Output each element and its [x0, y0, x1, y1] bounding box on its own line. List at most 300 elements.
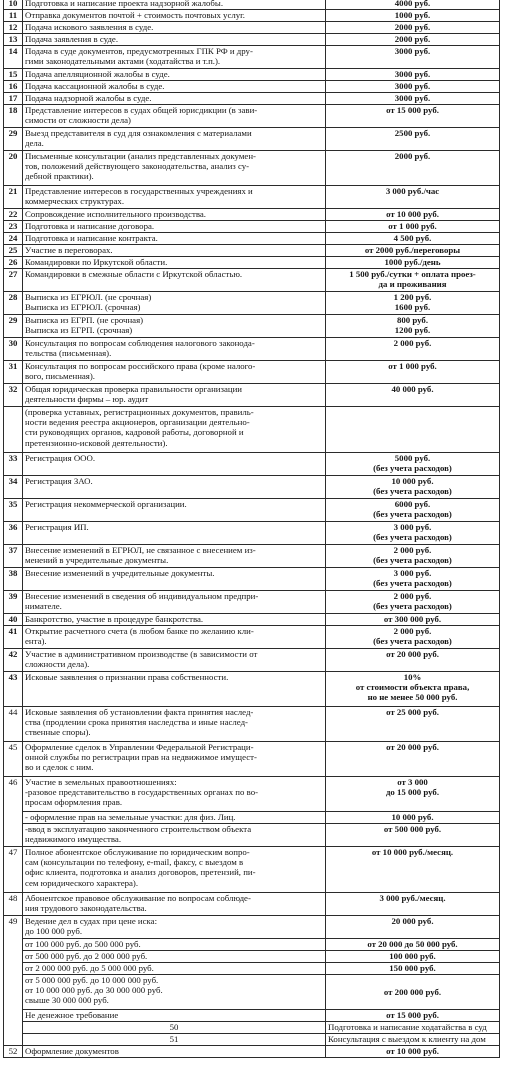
service-description — [23, 233, 326, 245]
row-number: 30 — [4, 338, 23, 361]
price-line: 2000 руб. — [394, 151, 431, 161]
service-description — [23, 69, 326, 81]
price-line: от 15 000 руб. — [386, 105, 439, 115]
description-line: вого, письменная). — [25, 371, 95, 382]
service-price — [326, 939, 500, 951]
price-line: 10 000 руб. — [391, 812, 434, 822]
service-price — [326, 186, 500, 209]
price-row — [4, 81, 500, 93]
row-number: 11 — [4, 10, 23, 22]
price-line: до 15 000 руб. — [385, 787, 440, 798]
description-line: Подача кассационной жалобы в суде. — [25, 81, 165, 91]
service-price — [326, 975, 500, 1010]
price-row — [4, 105, 500, 128]
price-row — [4, 824, 500, 847]
price-row — [4, 963, 500, 975]
row-number: 48 — [4, 893, 23, 916]
description-line: Абонентское правовое обслуживание по вопросам соблюде- — [25, 893, 251, 903]
description-line: Участие в переговорах. — [25, 245, 113, 255]
service-description — [23, 1046, 326, 1058]
price-line: (без учета расходов) — [373, 636, 452, 647]
service-price — [326, 361, 500, 384]
description-line: офис клиента, подготовка и анализ договоров, претензий, пи- — [25, 867, 256, 878]
price-row — [4, 384, 500, 407]
price-line: 3 000 руб. — [393, 568, 432, 578]
service-price — [326, 292, 500, 315]
service-description — [23, 245, 326, 257]
price-line: от 25 000 руб. — [386, 707, 439, 717]
description-line: Выписка из ЕГРЮЛ. (срочная) — [25, 302, 141, 313]
description-line: Подготовка и написание проекта надзорной жалобы. — [25, 0, 224, 8]
row-number: 16 — [4, 81, 23, 93]
description-line: Консультация по вопросам соблюдения налогового законода- — [25, 338, 255, 348]
price-row — [4, 292, 500, 315]
service-description — [23, 10, 326, 22]
price-line: от стоимости объекта права, — [355, 682, 470, 693]
row-number: 15 — [4, 69, 23, 81]
price-line: от 20 000 руб. — [386, 742, 439, 752]
price-row — [4, 407, 500, 453]
price-table — [3, 0, 500, 1058]
service-description — [23, 186, 326, 209]
description-line: Командировки по Иркутской области. — [25, 257, 168, 267]
price-line: 4 500 руб. — [393, 233, 432, 243]
price-line: от 20 000 руб. — [386, 649, 439, 659]
service-price — [326, 847, 500, 893]
price-line: 3000 руб. — [394, 81, 431, 91]
service-description — [326, 1034, 500, 1046]
service-description — [23, 812, 326, 824]
row-number: 46 — [4, 777, 23, 847]
price-line: 2 000 руб. — [393, 545, 432, 555]
service-price — [326, 963, 500, 975]
description-line: Оформление сделок в Управлении Федеральной Регистраци- — [25, 742, 254, 752]
price-row — [4, 649, 500, 672]
price-line: 3000 руб. — [394, 69, 431, 79]
description-line: до 100 000 руб. — [25, 926, 83, 937]
description-line: Выписка из ЕГРЮЛ. (не срочная) — [25, 292, 152, 302]
description-line: Подача заявления в суде. — [25, 34, 119, 44]
price-row — [4, 1022, 500, 1034]
description-line: Консультация с выездом к клиенту на дом — [328, 1034, 486, 1044]
description-line: Открытие расчетного счета (в любом банке по желанию кли- — [25, 626, 254, 636]
service-description — [23, 257, 326, 269]
row-number: 31 — [4, 361, 23, 384]
description-line: от 2 000 000 руб. до 5 000 000 руб. — [25, 963, 154, 973]
description-line: Исковые заявления об установлении факта принятия наслед- — [25, 707, 254, 717]
row-number: 21 — [4, 186, 23, 209]
description-line: Выписка из ЕГРП. (срочная) — [25, 325, 133, 336]
service-price — [326, 626, 500, 649]
service-price — [326, 453, 500, 476]
service-description — [23, 22, 326, 34]
service-price — [326, 707, 500, 742]
description-line: Регистрация некоммерческой организации. — [25, 499, 187, 509]
description-line: Подготовка и написание контракта. — [25, 233, 158, 243]
description-line: Консультация по вопросам российского права (кроме налого- — [25, 361, 256, 371]
service-price — [326, 1010, 500, 1022]
description-line: дебной практики). — [25, 171, 94, 182]
row-number: 43 — [4, 672, 23, 707]
row-number: 23 — [4, 221, 23, 233]
price-line: 10% — [403, 672, 422, 682]
price-line: 800 руб. — [396, 315, 429, 325]
price-line: от 10 000 руб. — [386, 209, 439, 219]
description-line: деятельности фирмы – юр. аудит — [25, 394, 149, 405]
service-description — [23, 384, 326, 407]
service-description — [23, 522, 326, 545]
description-line: -ввод в эксплуатацию законченного строительством объекта — [25, 824, 252, 834]
price-row — [4, 245, 500, 257]
description-line: Сопровождение исполнительного производства. — [25, 209, 206, 219]
service-price — [326, 951, 500, 963]
service-price — [326, 128, 500, 151]
price-line: от 20 000 до 50 000 руб. — [367, 939, 458, 949]
row-number — [4, 407, 23, 453]
service-description — [23, 105, 326, 128]
service-description — [23, 361, 326, 384]
service-description — [23, 128, 326, 151]
service-price — [326, 34, 500, 46]
description-line: во и сделок с ним. — [25, 762, 94, 773]
service-price — [326, 499, 500, 522]
description-line: Банкротство, участие в процедуре банкротства. — [25, 614, 204, 624]
service-price — [326, 22, 500, 34]
description-line: Выезд представителя в суд для ознакомления с материалами — [25, 128, 252, 138]
service-description — [23, 626, 326, 649]
price-row — [4, 672, 500, 707]
service-price — [326, 81, 500, 93]
description-line: онной службы по регистрации прав на недвижимое имущест- — [25, 752, 257, 763]
service-price — [326, 257, 500, 269]
row-number: 34 — [4, 476, 23, 499]
description-line: Оформление документов — [25, 1046, 119, 1056]
service-description — [23, 407, 326, 453]
price-line: 2500 руб. — [394, 128, 431, 138]
service-description — [23, 742, 326, 777]
description-line: дела. — [25, 138, 44, 149]
price-line: 3000 руб. — [394, 46, 431, 56]
price-line: от 500 000 руб. — [383, 824, 442, 834]
price-line: от 10 000 руб./месяц. — [371, 847, 454, 857]
description-line: сложности дела). — [25, 659, 90, 670]
price-line: 1200 руб. — [394, 325, 431, 336]
price-row — [4, 10, 500, 22]
service-description — [23, 34, 326, 46]
price-row — [4, 338, 500, 361]
price-line: от 300 000 руб. — [383, 614, 442, 624]
service-description — [23, 315, 326, 338]
description-line: тельства (письменная). — [25, 348, 112, 359]
price-line: 1600 руб. — [394, 302, 431, 313]
description-line: Регистрация ЗАО. — [25, 476, 93, 486]
price-row — [4, 939, 500, 951]
service-description — [23, 916, 326, 939]
price-row — [4, 847, 500, 893]
service-price — [326, 916, 500, 939]
service-price — [326, 221, 500, 233]
price-table-body — [4, 0, 500, 1058]
row-number: 10 — [4, 0, 23, 10]
price-row — [4, 453, 500, 476]
service-description — [23, 591, 326, 614]
row-number: 52 — [4, 1046, 23, 1058]
service-description — [23, 847, 326, 893]
price-line: (без учета расходов) — [373, 601, 452, 612]
row-number: 29 — [4, 315, 23, 338]
price-line: (без учета расходов) — [373, 555, 452, 566]
description-line: просам оформления прав. — [25, 797, 123, 808]
price-row — [4, 951, 500, 963]
price-line: (без учета расходов) — [373, 532, 452, 543]
service-description — [23, 81, 326, 93]
price-row — [4, 0, 500, 10]
service-price — [326, 0, 500, 10]
description-line: Представление интересов в судах общей юрисдикции (в зави- — [25, 105, 258, 115]
service-price — [326, 338, 500, 361]
price-row — [4, 975, 500, 1010]
service-description — [23, 777, 326, 812]
service-price — [326, 893, 500, 916]
service-description — [23, 824, 326, 847]
row-number: 39 — [4, 591, 23, 614]
price-row — [4, 626, 500, 649]
description-line: Не денежное требование — [25, 1010, 119, 1020]
row-number: 29 — [4, 128, 23, 151]
service-description — [23, 209, 326, 221]
service-description — [23, 951, 326, 963]
service-description — [23, 0, 326, 10]
description-line: недвижимого имущества. — [25, 834, 122, 845]
description-line: претензионно-исковой деятельности). — [25, 437, 168, 448]
description-line: ности ведения реестра акционеров, организации деятельно- — [25, 417, 250, 428]
description-line: Участие в земельных правоотношениях: — [25, 777, 177, 787]
price-line: 2 000 руб. — [393, 338, 432, 348]
price-line: от 2000 руб./переговоры — [364, 245, 461, 255]
description-line: - оформление прав на земельные участки: для физ. Лиц. — [25, 812, 236, 822]
service-description — [23, 545, 326, 568]
price-line: (без учета расходов) — [373, 578, 452, 589]
service-price — [326, 245, 500, 257]
row-number: 13 — [4, 34, 23, 46]
price-row — [4, 1046, 500, 1058]
price-line: 2 000 руб. — [393, 626, 432, 636]
price-row — [4, 361, 500, 384]
price-line: 150 000 руб. — [389, 963, 436, 973]
service-price — [326, 824, 500, 847]
service-description — [23, 672, 326, 707]
service-price — [326, 777, 500, 812]
row-number: 25 — [4, 245, 23, 257]
price-row — [4, 522, 500, 545]
description-line: менений в учредительные документы. — [25, 555, 169, 566]
description-line: Подача в суде документов, предусмотренных ГПК РФ и дру- — [25, 46, 253, 56]
price-line: от 15 000 руб. — [386, 1010, 439, 1020]
price-line: 6000 руб. — [394, 499, 431, 509]
service-description — [23, 975, 326, 1010]
service-description — [23, 939, 326, 951]
service-description — [23, 893, 326, 916]
service-description — [23, 649, 326, 672]
row-number: 35 — [4, 499, 23, 522]
row-number: 26 — [4, 257, 23, 269]
description-line: Подготовка и написание ходатайства в суд — [328, 1022, 487, 1032]
description-line: тов, положений действующего законодательства, анализ су- — [25, 161, 250, 172]
description-line: Полное абонентское обслуживание по юридическим вопро- — [25, 847, 250, 857]
price-row — [4, 46, 500, 69]
price-row — [4, 742, 500, 777]
price-row — [4, 476, 500, 499]
service-description — [23, 707, 326, 742]
price-line: 3 000 руб./месяц. — [379, 893, 446, 903]
price-row — [4, 269, 500, 292]
description-line: свыше 30 000 000 руб. — [25, 995, 109, 1006]
row-number: 51 — [23, 1034, 326, 1046]
description-line: Отправка документов почтой + стоимость почтовых услуг. — [25, 10, 245, 20]
service-description — [23, 292, 326, 315]
price-row — [4, 568, 500, 591]
row-number: 17 — [4, 93, 23, 105]
row-number: 22 — [4, 209, 23, 221]
row-number: 36 — [4, 522, 23, 545]
description-line: от 500 000 руб. до 2 000 000 руб. — [25, 951, 148, 961]
row-number: 38 — [4, 568, 23, 591]
description-line: Внесение изменений в сведения об индивидуальном предпри- — [25, 591, 259, 601]
row-number: 37 — [4, 545, 23, 568]
service-description — [23, 269, 326, 292]
description-line: Исковые заявления о признании права собственности. — [25, 672, 229, 682]
price-line: 2 000 руб. — [393, 591, 432, 601]
price-row — [4, 916, 500, 939]
row-number: 27 — [4, 269, 23, 292]
price-line: 2000 руб. — [394, 34, 431, 44]
price-line: 40 000 руб. — [391, 384, 434, 394]
price-line: 100 000 руб. — [389, 951, 436, 961]
service-price — [326, 105, 500, 128]
service-price — [326, 209, 500, 221]
service-price — [326, 522, 500, 545]
price-line: от 1 000 руб. — [388, 221, 437, 231]
service-price — [326, 10, 500, 22]
description-line: ния трудового законодательства. — [25, 903, 147, 914]
price-row — [4, 812, 500, 824]
service-price — [326, 269, 500, 292]
price-line: от 1 000 руб. — [388, 361, 437, 371]
price-line: 20 000 руб. — [391, 916, 434, 926]
price-row — [4, 34, 500, 46]
price-line: 1 200 руб. — [393, 292, 432, 302]
price-row — [4, 186, 500, 209]
description-line: от 10 000 000 руб. до 30 000 000 руб. — [25, 985, 163, 996]
price-row — [4, 777, 500, 812]
description-line: Письменные консультации (анализ представленных докумен- — [25, 151, 256, 161]
row-number: 33 — [4, 453, 23, 476]
description-line: Регистрация ИП. — [25, 522, 89, 532]
service-description — [23, 151, 326, 186]
row-number: 28 — [4, 292, 23, 315]
row-number: 20 — [4, 151, 23, 186]
price-row — [4, 93, 500, 105]
price-line: от 200 000 руб. — [383, 986, 442, 997]
service-price — [326, 614, 500, 626]
price-line: 1000 руб. — [394, 10, 431, 20]
description-line: ственные споры). — [25, 727, 91, 738]
price-row — [4, 499, 500, 522]
row-number: 47 — [4, 847, 23, 893]
service-description — [23, 963, 326, 975]
description-line: ства (продлении срока принятия наследства и иные наслед- — [25, 717, 248, 728]
service-price — [326, 407, 500, 453]
service-description — [23, 568, 326, 591]
description-line: (проверка уставных, регистрационных документов, правиль- — [25, 407, 254, 417]
price-line: от 10 000 руб. — [386, 1046, 439, 1056]
price-row — [4, 1034, 500, 1046]
description-line: ента). — [25, 636, 47, 647]
service-price — [326, 812, 500, 824]
description-line: Общая юридическая проверка правильности организации — [25, 384, 242, 394]
description-line: от 5 000 000 руб. до 10 000 000 руб. — [25, 975, 159, 985]
price-row — [4, 151, 500, 186]
row-number: 44 — [4, 707, 23, 742]
price-line: (без учета расходов) — [373, 486, 452, 497]
service-description — [23, 614, 326, 626]
price-line: 5000 руб. — [394, 453, 431, 463]
service-price — [326, 649, 500, 672]
description-line: сти руководящих органов, кадровой работы, договорной и — [25, 427, 244, 438]
service-description — [23, 499, 326, 522]
service-price — [326, 545, 500, 568]
price-row — [4, 545, 500, 568]
service-price — [326, 233, 500, 245]
price-line: 3 000 руб. — [393, 522, 432, 532]
price-row — [4, 893, 500, 916]
service-price — [326, 568, 500, 591]
price-line: но не менее 50 000 руб. — [367, 692, 458, 703]
description-line: от 100 000 руб. до 500 000 руб. — [25, 939, 141, 949]
price-row — [4, 257, 500, 269]
row-number: 18 — [4, 105, 23, 128]
description-line: сем юридического характера). — [25, 877, 139, 888]
description-line: Ведение дел в судах при цене иска: — [25, 916, 158, 926]
service-description — [23, 1010, 326, 1022]
description-line: нимателе. — [25, 601, 62, 612]
service-description — [23, 453, 326, 476]
row-number: 24 — [4, 233, 23, 245]
row-number: 32 — [4, 384, 23, 407]
service-price — [326, 1046, 500, 1058]
price-line: (без учета расходов) — [373, 509, 452, 520]
description-line: Подготовка и написание договора. — [25, 221, 155, 231]
service-price — [326, 742, 500, 777]
price-line: 10 000 руб. — [391, 476, 434, 486]
description-line: Представление интересов в государственных учреждениях и — [25, 186, 253, 196]
price-line: 3 000 руб./час — [385, 186, 440, 196]
description-line: симости от сложности дела) — [25, 115, 131, 126]
service-description — [23, 476, 326, 499]
price-row — [4, 69, 500, 81]
price-row — [4, 591, 500, 614]
service-price — [326, 384, 500, 407]
price-row — [4, 233, 500, 245]
description-line: Внесение изменений в ЕГРЮЛ, не связанное с внесением из- — [25, 545, 256, 555]
row-number: 40 — [4, 614, 23, 626]
service-price — [326, 93, 500, 105]
price-row — [4, 209, 500, 221]
row-number: 41 — [4, 626, 23, 649]
row-number: 45 — [4, 742, 23, 777]
price-row — [4, 221, 500, 233]
service-price — [326, 151, 500, 186]
